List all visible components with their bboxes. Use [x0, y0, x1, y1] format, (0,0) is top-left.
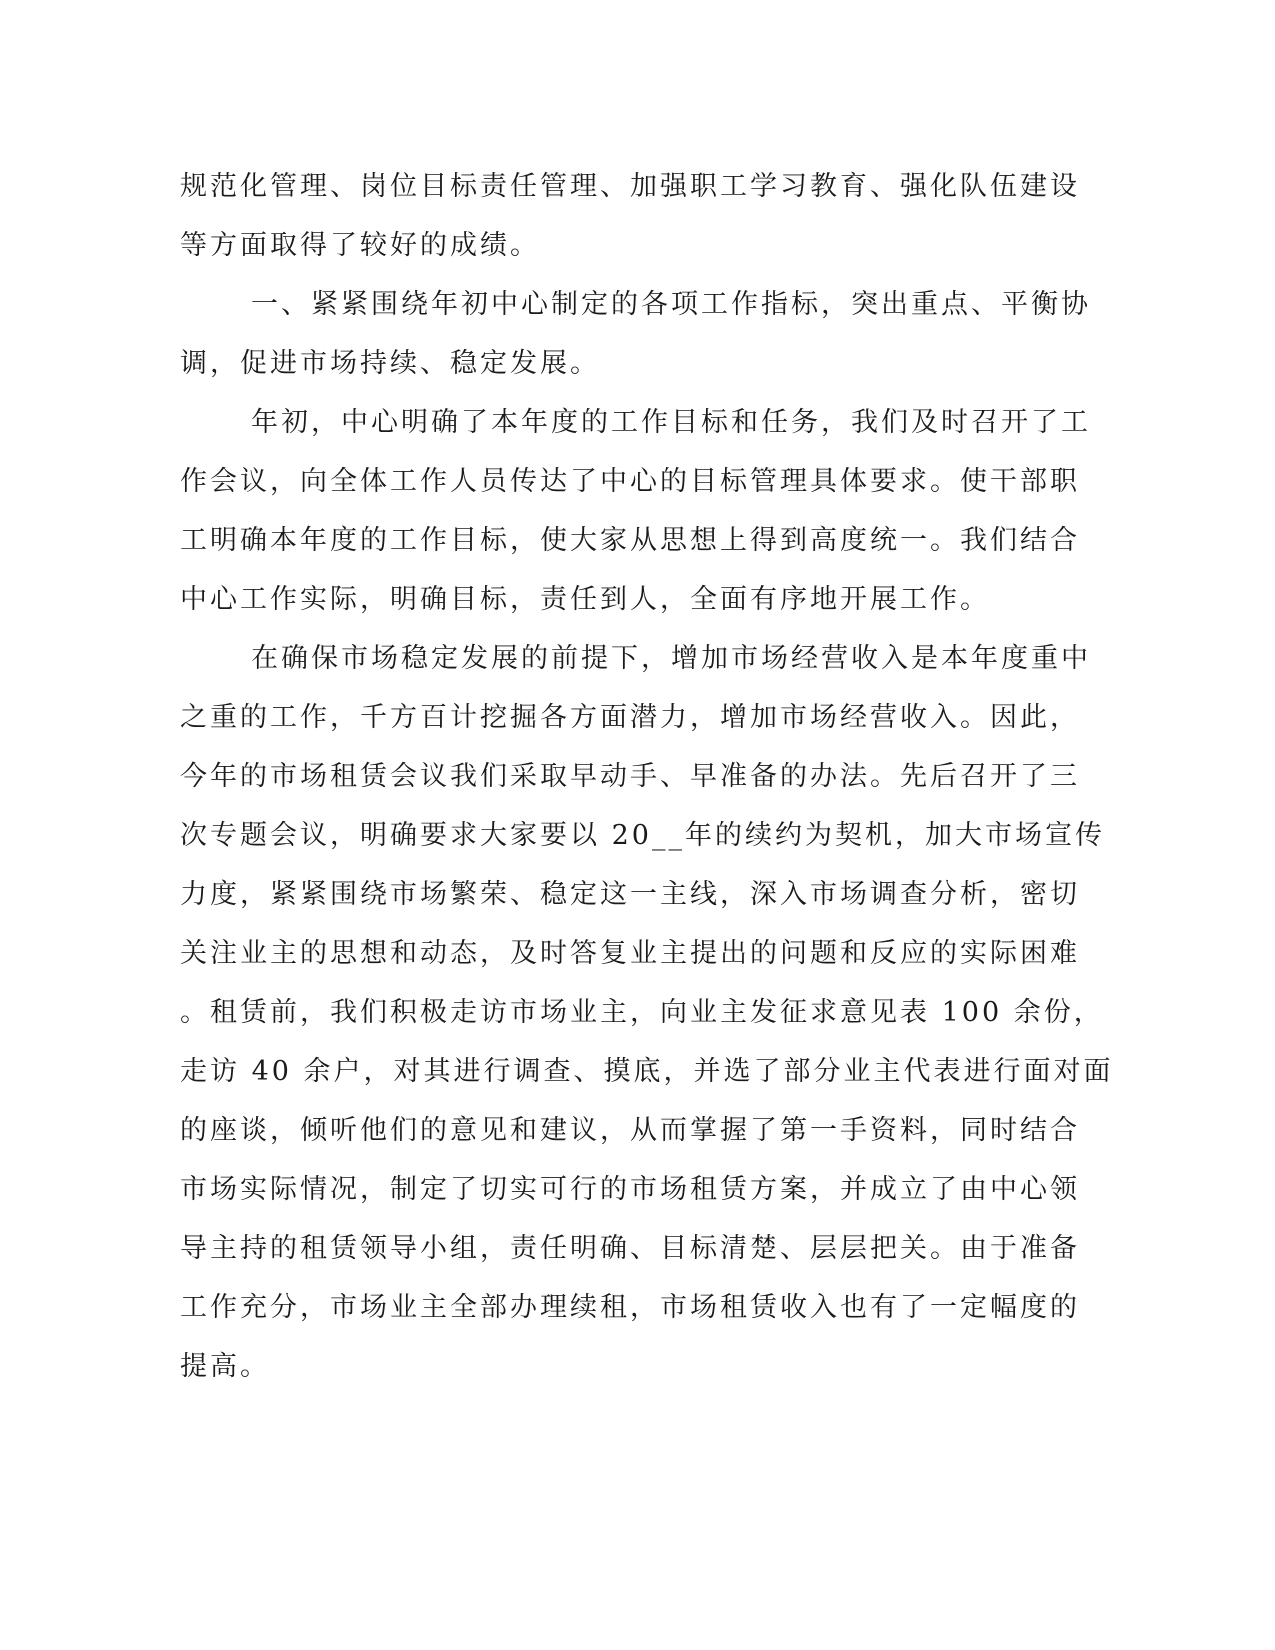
text-line: 关注业主的思想和动态，及时答复业主提出的问题和反应的实际困难 [180, 938, 1080, 969]
text-line: 力度，紧紧围绕市场繁荣、稳定这一主线，深入市场调查分析，密切 [180, 879, 1080, 910]
text-line: 之重的工作，千方百计挖掘各方面潜力，增加市场经营收入。因此， [180, 702, 1080, 733]
text-line: 提高。 [180, 1351, 270, 1382]
text-line: 一、紧紧围绕年初中心制定的各项工作指标，突出重点、平衡协 [251, 289, 1091, 320]
text-line: 在确保市场稳定发展的前提下，增加市场经营收入是本年度重中 [251, 643, 1091, 674]
text-line: 作会议，向全体工作人员传达了中心的目标管理具体要求。使干部职 [180, 466, 1080, 497]
text-line: 调，促进市场持续、稳定发展。 [180, 348, 600, 379]
text-line: 市场实际情况，制定了切实可行的市场租赁方案，并成立了由中心领 [180, 1174, 1080, 1205]
text-line: 导主持的租赁领导小组，责任明确、目标清楚、层层把关。由于准备 [180, 1233, 1080, 1264]
text-line: 走访 40 余户，对其进行调查、摸底，并选了部分业主代表进行面对面 [180, 1056, 1114, 1087]
text-line: 中心工作实际，明确目标，责任到人，全面有序地开展工作。 [180, 584, 990, 615]
text-line: 的座谈，倾听他们的意见和建议，从而掌握了第一手资料，同时结合 [180, 1115, 1080, 1146]
text-line: 年初，中心明确了本年度的工作目标和任务，我们及时召开了工 [251, 407, 1091, 438]
text-line: 今年的市场租赁会议我们采取早动手、早准备的办法。先后召开了三 [180, 761, 1080, 792]
body-text [180, 157, 1114, 1396]
text-line: 。租赁前，我们积极走访市场业主，向业主发征求意见表 100 余份， [180, 997, 1104, 1028]
text-line: 规范化管理、岗位目标责任管理、加强职工学习教育、强化队伍建设 [180, 171, 1080, 202]
text-line: 等方面取得了较好的成绩。 [180, 230, 540, 261]
text-line: 工作充分，市场业主全部办理续租，市场租赁收入也有了一定幅度的 [180, 1292, 1080, 1323]
text-line: 工明确本年度的工作目标，使大家从思想上得到高度统一。我们结合 [180, 525, 1080, 556]
text-line: 次专题会议，明确要求大家要以 20__年的续约为契机，加大市场宣传 [180, 820, 1105, 851]
